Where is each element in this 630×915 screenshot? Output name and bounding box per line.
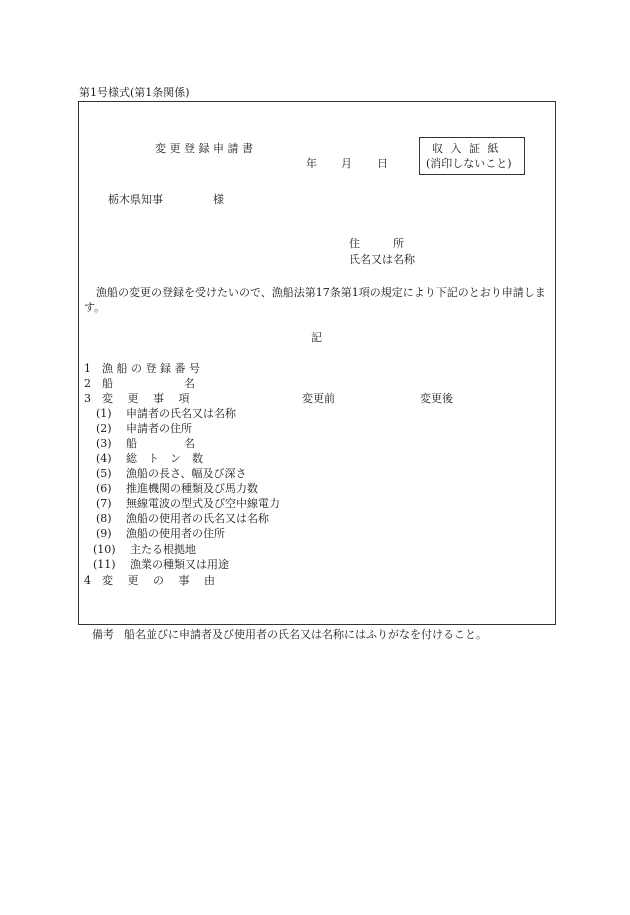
sub-item-9-label: 漁船の使用者の住所	[126, 527, 225, 540]
stamp-title: 収 入 証 紙	[432, 142, 501, 155]
item-3-number: 3	[84, 392, 91, 405]
applicant-name-label: 氏名又は名称	[349, 253, 415, 266]
sub-item-5-number: (5)	[96, 467, 112, 480]
item-3-after-header: 変更後	[420, 392, 453, 405]
sub-item-3-number: (3)	[96, 437, 112, 450]
item-2-number: 2	[84, 377, 91, 390]
sub-item-4-label: 総 ト ン 数	[126, 452, 203, 465]
sub-item-10-label: 主たる根拠地	[130, 543, 196, 556]
item-2-label-a: 船	[102, 377, 113, 390]
sub-item-6-label: 推進機関の種類及び馬力数	[126, 482, 258, 495]
sub-item-2-number: (2)	[96, 422, 112, 435]
sub-item-2-label: 申請者の住所	[126, 422, 192, 435]
item-2-label-b: 名	[184, 377, 195, 390]
item-3-before-header: 変更前	[302, 392, 335, 405]
item-4-number: 4	[84, 574, 91, 587]
stamp-note: (消印しないこと)	[426, 157, 512, 170]
sub-item-8-number: (8)	[96, 512, 112, 525]
sub-item-9-number: (9)	[96, 527, 112, 540]
date-day: 日	[377, 157, 388, 170]
addressee-honorific: 様	[213, 193, 224, 206]
remarks-text: 船名並びに申請者及び使用者の氏名又は名称にはふりがなを付けること。	[124, 628, 487, 641]
sub-item-10-number: (10)	[93, 543, 116, 556]
date-year: 年	[306, 157, 317, 170]
item-1-label: 漁 船 の 登 録 番 号	[102, 362, 200, 375]
sub-item-7-number: (7)	[96, 497, 112, 510]
remarks-label: 備考	[92, 628, 114, 641]
form-title: 変 更 登 録 申 請 書	[155, 142, 253, 155]
ki-heading: 記	[311, 331, 322, 344]
addressee-name: 栃木県知事	[108, 193, 163, 206]
item-3-label: 変 更 事 項	[102, 392, 190, 405]
sub-item-4-number: (4)	[96, 452, 112, 465]
item-4-label: 変 更 の 事 由	[102, 574, 215, 587]
sub-item-1-number: (1)	[96, 407, 112, 420]
item-1-number: 1	[84, 362, 91, 375]
sub-item-11-label: 漁業の種類又は用途	[130, 558, 229, 571]
sub-item-3-label-b: 名	[184, 437, 195, 450]
sub-item-1-label: 申請者の氏名又は名称	[126, 407, 236, 420]
date-month: 月	[341, 157, 352, 170]
form-label: 第1号様式(第1条関係)	[79, 86, 190, 99]
request-text: 漁船の変更の登録を受けたいので、漁船法第17条第1項の規定により下記のとおり申請します。	[84, 286, 546, 314]
sub-item-11-number: (11)	[93, 558, 116, 571]
applicant-address-label: 住 所	[349, 237, 404, 250]
sub-item-8-label: 漁船の使用者の氏名又は名称	[126, 512, 269, 525]
sub-item-6-number: (6)	[96, 482, 112, 495]
sub-item-7-label: 無線電波の型式及び空中線電力	[126, 497, 280, 510]
sub-item-5-label: 漁船の長さ、幅及び深さ	[126, 467, 247, 480]
sub-item-3-label-a: 船	[126, 437, 137, 450]
